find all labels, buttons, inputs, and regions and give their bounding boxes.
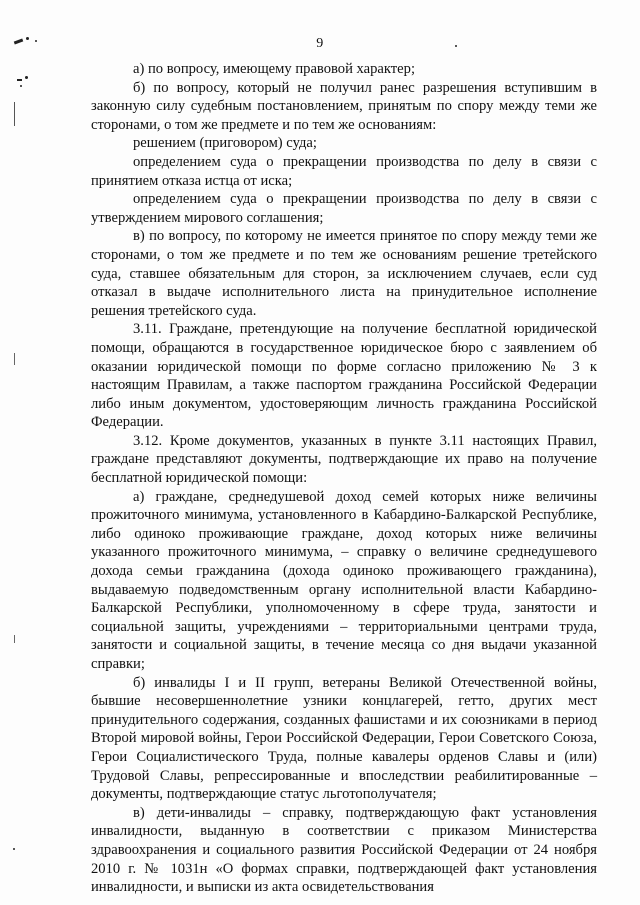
paragraph: определением суда о прекращении производства по делу в связи с утверждением мирового соглашения; — [91, 191, 597, 226]
page-number: 9 — [316, 36, 324, 51]
paragraph: б) инвалиды I и II групп, ветераны Великой Отечественной войны, бывшие несовершеннолетние узники концлагерей, гетто, других мест принудительного содержания, созданных фашистами и их союзниками в период Второй мировой войны, Герои Российской Федерации, Герои Советского Союза, Герои Социалистического Труда, полные кавалеры орденов Славы и (или) Трудовой Славы, репрессированные и впоследствии реабилитированные – документы, подтверждающие статус льготополучателя; — [91, 674, 597, 803]
scan-line — [14, 102, 15, 126]
paragraph: в) дети-инвалиды – справку, подтверждающую факт установления инвалидности, выданную в соответствии с приказом Министерства здравоохранения и социального развития Российской Федерации от 24 ноября 2010 г. № 1031н «О формах справки, подтверждающей факт установления инвалидности, и выписки из акта освидетельствования — [91, 804, 597, 896]
paragraph: б) по вопросу, который не получил ранес разрешения вступившим в законную силу судебным постановлением, принятым по спору между теми же сторонами, о том же предмете и по тем же основаниям: — [91, 79, 597, 133]
paragraph: а) по вопросу, имеющему правовой характер; — [133, 61, 416, 77]
scan-speck — [20, 85, 22, 87]
paragraph: а) граждане, среднедушевой доход семей которых ниже величины прожиточного минимума, установленного в Кабардино-Балкарской Республике, либо одиноко проживающие граждане, доход которых ниже величины указанного прожиточного минимума, – справку о величине среднедушевого дохода семьи гражданина (дохода одиноко проживающего гражданина), выдаваемую подведомственным органу исполнительной власти Кабардино-Балкарской Республики, уполномоченному в сфере труда, занятости и социальной защиты, учреждениями – территориальными центрами труда, занятости и социальной защиты, в течение месяца со дня выдачи указанной справки; — [91, 488, 597, 672]
paragraph: определением суда о прекращении производства по делу в связи с принятием отказа истца от иска; — [91, 153, 597, 189]
scan-speck — [17, 79, 22, 81]
document-body — [91, 60, 597, 897]
paragraph: в) по вопросу, по которому не имеется принятое по спору между теми же сторонами, о том же предмете и по тем же основаниям решение третейского суда, ставшее обязательным для сторон, за исключением случаев, если суд отказал в выдаче исполнительного листа на принудительное исполнение решения третейского суда. — [91, 228, 597, 319]
scan-speck — [13, 848, 15, 850]
paragraph: решением (приговором) суда; — [133, 135, 317, 152]
paragraph: 3.11. Граждане, претендующие на получение бесплатной юридической помощи, обращаются в государственное юридическое бюро с заявлением об оказании юридической помощи по форме согласно приложению № 3 к настоящим Правилам, а также паспортом гражданина Российской Федерации либо иным документом, удостоверяющим личность гражданина Российской Федерации. — [91, 321, 597, 431]
paragraph: 3.12. Кроме документов, указанных в пункте 3.11 настоящих Правил, граждане представляют документы, подтверждающие их право на получение бесплатной юридической помощи: — [91, 432, 597, 487]
scan-line — [14, 353, 15, 365]
scan-speck — [25, 76, 28, 79]
scan-line — [14, 635, 15, 643]
